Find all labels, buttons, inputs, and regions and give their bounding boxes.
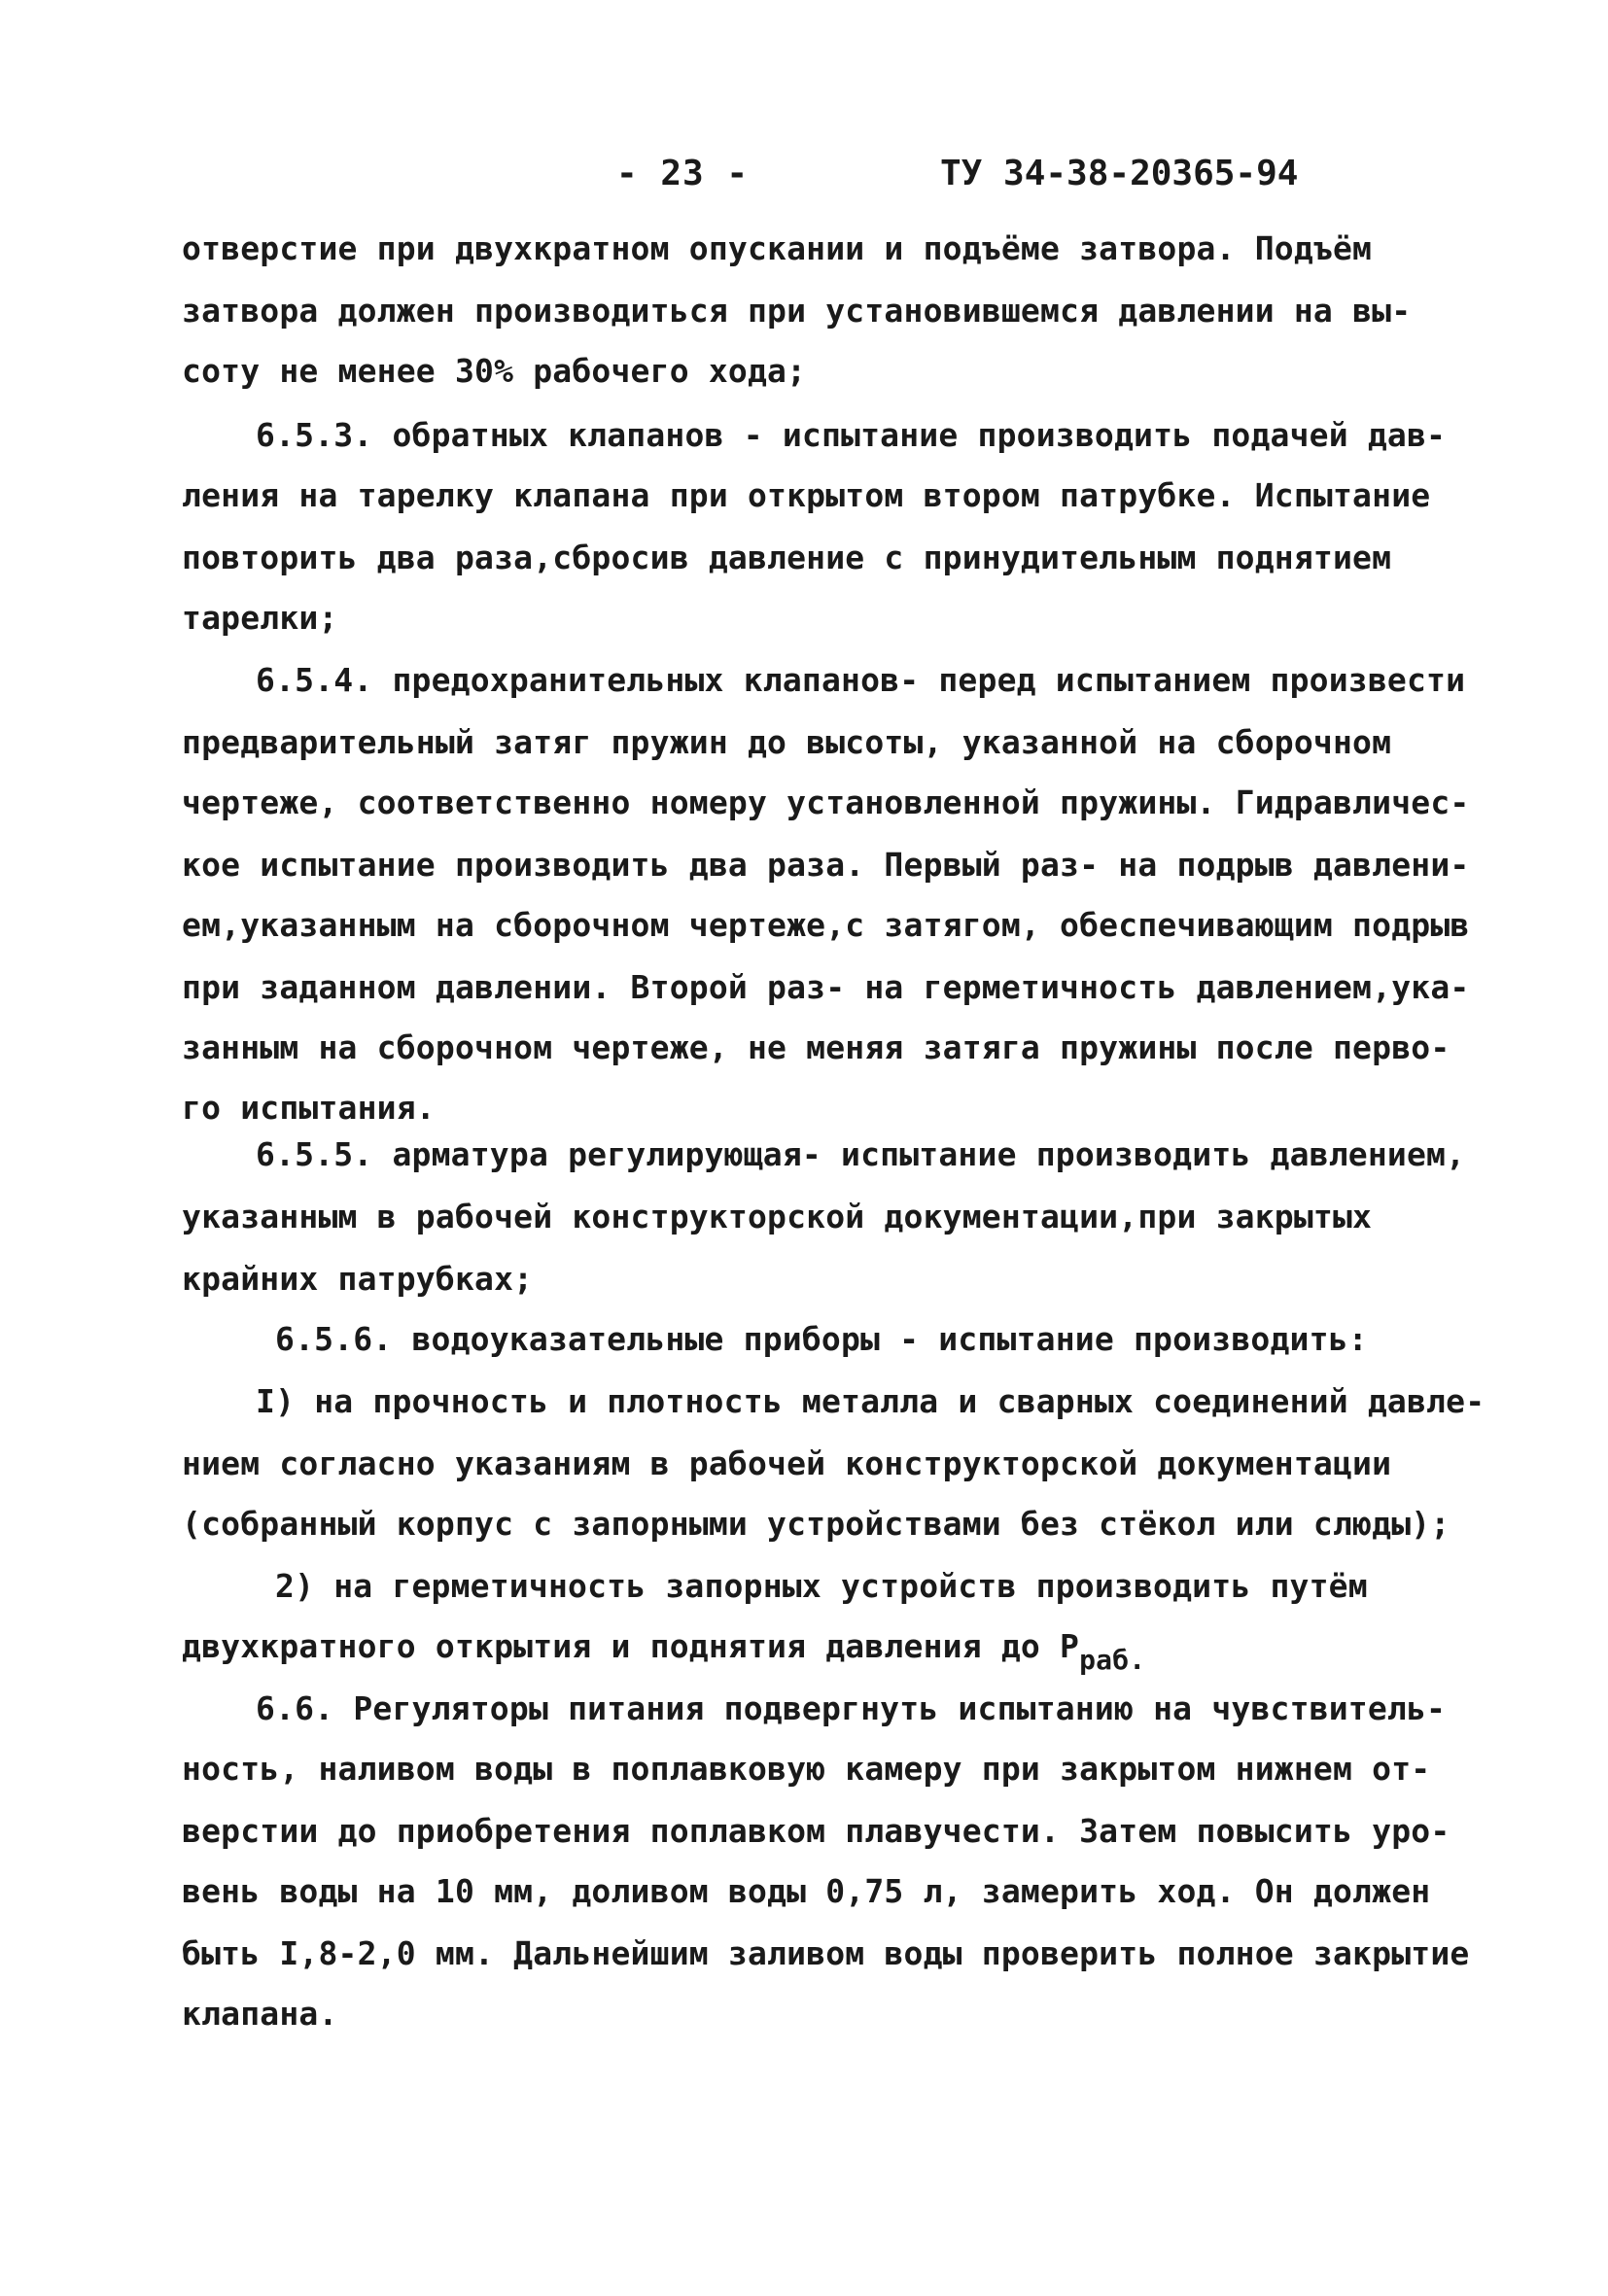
text-line: (собранный корпус с запорными устройствами без стёкол или слюды); [182,1505,1451,1543]
text-line: чертеже, соответственно номеру установленной пружины. Гидравличес- [182,783,1470,821]
page-number: - 23 - [616,154,750,193]
text-line: соту не менее 30% рабочего хода; [182,352,807,390]
text-line: ем,указанным на сборочном чертеже,с затягом, обеспечивающим подрыв [182,906,1470,944]
text-line: клапана. [182,1995,338,2033]
text-line: указанным в рабочей конструкторской документации,при закрытых [182,1198,1373,1235]
text-line: отверстие при двухкратном опускании и подъёме затвора. Подъём [182,229,1373,267]
text-line: занным на сборочном чертеже, не меняя затяга пружины после перво- [182,1028,1451,1066]
paragraph-6-5-4-start: 6.5.4. предохранительных клапанов- перед испытанием произвести [256,661,1466,699]
text-line: кое испытание производить два раза. Первый раз- на подрыв давлени- [182,846,1470,884]
text-line-with-subscript [182,1627,1146,1676]
text-line: предварительный затяг пружин до высоты, указанной на сборочном [182,723,1392,761]
text-line: повторить два раза,сбросив давление с принудительным поднятием [182,539,1392,576]
text-line: затвора должен производиться при установившемся давлении на вы- [182,292,1412,330]
text-line: верстии до приобретения поплавком плавучести. Затем повысить уро- [182,1812,1451,1850]
text-line: ления на тарелку клапана при открытом втором патрубке. Испытание [182,476,1431,514]
list-item-1: I) на прочность и плотность металла и сварных соединений давле- [256,1382,1486,1420]
document-code: ТУ 34-38-20365-94 [940,154,1299,193]
paragraph-6-5-6-start: 6.5.6. водоуказательные приборы - испытание производить: [275,1320,1368,1358]
text-line: ность, наливом воды в поплавковую камеру при закрытом нижнем от- [182,1750,1431,1788]
text-line: тарелки; [182,599,338,637]
paragraph-6-5-5-start: 6.5.5. арматура регулирующая- испытание производить давлением, [256,1135,1466,1173]
list-item-2: 2) на герметичность запорных устройств производить путём [275,1567,1368,1605]
text-line: вень воды на 10 мм, доливом воды 0,75 л, замерить ход. Он должен [182,1872,1431,1910]
text-line: нием согласно указаниям в рабочей конструкторской документации [182,1444,1392,1482]
text-line: го испытания. [182,1089,436,1127]
text-line: крайних патрубках; [182,1260,534,1298]
text-line: при заданном давлении. Второй раз- на герметичность давлением,ука- [182,968,1470,1006]
paragraph-6-6-start: 6.6. Регуляторы питания подвергнуть испытанию на чувствитель- [256,1689,1447,1727]
subscript-rab: раб. [1079,1644,1146,1676]
text-line: быть I,8-2,0 мм. Дальнейшим заливом воды проверить полное закрытие [182,1934,1470,1972]
paragraph-6-5-3-start: 6.5.3. обратных клапанов - испытание производить подачей дав- [256,416,1447,454]
text-segment: двухкратного открытия и поднятия давления до Р [182,1627,1080,1665]
